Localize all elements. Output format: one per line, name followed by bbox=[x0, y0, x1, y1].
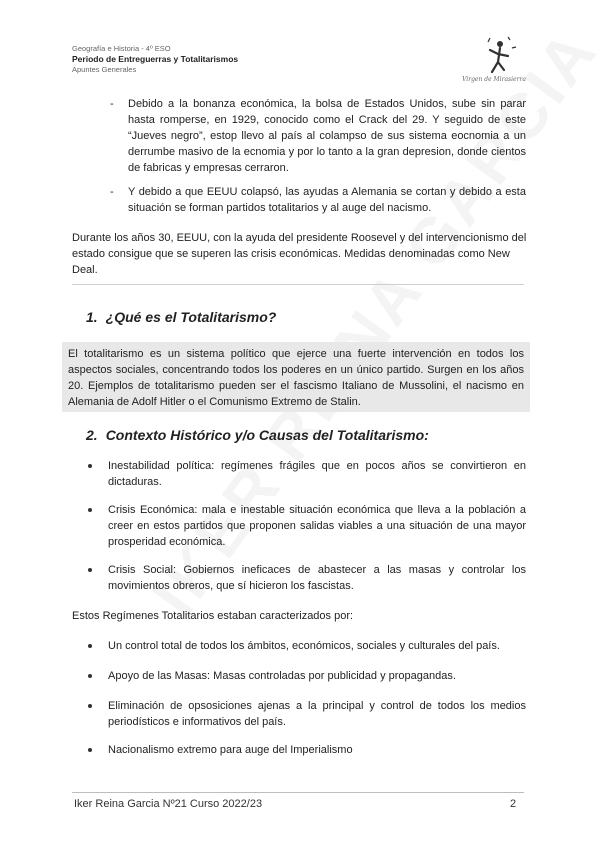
section-number: 2. bbox=[86, 427, 98, 443]
list-item bbox=[110, 184, 526, 216]
list-item bbox=[108, 742, 526, 758]
section-title: ¿Qué es el Totalitarismo? bbox=[105, 309, 277, 325]
header-title: Periodo de Entreguerras y Totalitarismos bbox=[72, 54, 239, 64]
bullet-icon bbox=[88, 568, 92, 572]
footer-divider bbox=[72, 792, 524, 793]
definition-box bbox=[62, 342, 530, 412]
bullet-icon bbox=[88, 464, 92, 468]
section-title: Contexto Histórico y/o Causas del Totalitarismo: bbox=[105, 427, 429, 443]
logo-text: Virgen de Mirasierra bbox=[462, 76, 526, 83]
feature-text: Nacionalismo extremo para auge del Imperialismo bbox=[108, 744, 353, 756]
bullet-icon bbox=[88, 704, 92, 708]
dash-item-text: Debido a la bonanza económica, la bolsa de Estados Unidos, sube sin parar hasta romperse, en 1929, conocido como el Crack del 29. Y seguido de este “Jueves negro”, estop llevo al país al colampso de sus sistema eocnomia a un derrumbe masivo de la ecnomia y por lo tanto a la gran depresion, donde cientos de fabricas y empresas cerraron. bbox=[128, 98, 526, 174]
list-item bbox=[108, 502, 526, 550]
list-item bbox=[108, 638, 526, 654]
header-subject: Geografía e Historia - 4º ESO bbox=[72, 44, 171, 53]
school-logo bbox=[458, 36, 530, 92]
list-item bbox=[108, 562, 526, 594]
list-item bbox=[108, 458, 526, 490]
list-item bbox=[108, 698, 526, 730]
header-subtitle: Apuntes Generales bbox=[72, 65, 137, 74]
cause-text: Inestabilidad política: regímenes frágiles que en pocos años se convirtieron en dictaduras. bbox=[108, 460, 526, 488]
section-heading-1 bbox=[86, 309, 276, 325]
cause-text: Crisis Económica: mala e inestable situación económica que lleva a la población a creer en estos partidos que proponen salidas viables a una situación de una mayor prosperidad económica. bbox=[108, 504, 526, 548]
section-number: 1. bbox=[86, 309, 98, 325]
cause-text: Crisis Social: Gobiernos ineficaces de abastecer a las masas y controlar los movimientos obreros, que sí hicieron los fascistas. bbox=[108, 564, 526, 592]
divider bbox=[72, 284, 524, 285]
bullet-icon bbox=[88, 644, 92, 648]
features-intro: Estos Regímenes Totalitarios estaban caracterizados por: bbox=[72, 610, 354, 622]
dash-item-text: Y debido a que EEUU colapsó, las ayudas a Alemania se cortan y debido a esta situación se forman partidos totalitarios y al auge del nacismo. bbox=[128, 186, 526, 214]
list-item bbox=[108, 668, 526, 684]
definition-text: El totalitarismo es un sistema político que ejerce una fuerte intervención en todos los aspectos sociales, concentrando todos los poderes en un único partido. Surgen en los años 20. Ejemplos de totalitarismo pueden ser el fascismo Italiano de Mussolini, el nacismo en Alemania de Adolf Hitler o el Comunismo Extremo de Stalin. bbox=[68, 348, 524, 408]
page-number: 2 bbox=[510, 798, 517, 810]
dash-marker: - bbox=[110, 186, 114, 198]
section-heading-2 bbox=[86, 427, 429, 443]
feature-text: Eliminación de opsosiciones ajenas a la principal y control de todos los medios periodísticos e informativos del país. bbox=[108, 700, 526, 728]
feature-text: Apoyo de las Masas: Masas controladas por publicidad y propagandas. bbox=[108, 670, 456, 682]
feature-text: Un control total de todos los ámbitos, económicos, sociales y culturales del país. bbox=[108, 640, 500, 652]
paragraph-1930s: Durante los años 30, EEUU, con la ayuda del presidente Roosevel y del intervencionismo del estado consigue que se superen las crisis económicas. Medidas denominadas como New Deal. bbox=[72, 232, 527, 276]
bullet-icon bbox=[88, 748, 92, 752]
bullet-icon bbox=[88, 508, 92, 512]
dash-marker: - bbox=[110, 98, 114, 110]
list-item bbox=[110, 96, 526, 176]
bullet-icon bbox=[88, 674, 92, 678]
logo-figure-icon bbox=[458, 36, 530, 92]
footer-author: Iker Reina Garcia Nº21 Curso 2022/23 bbox=[74, 798, 263, 810]
